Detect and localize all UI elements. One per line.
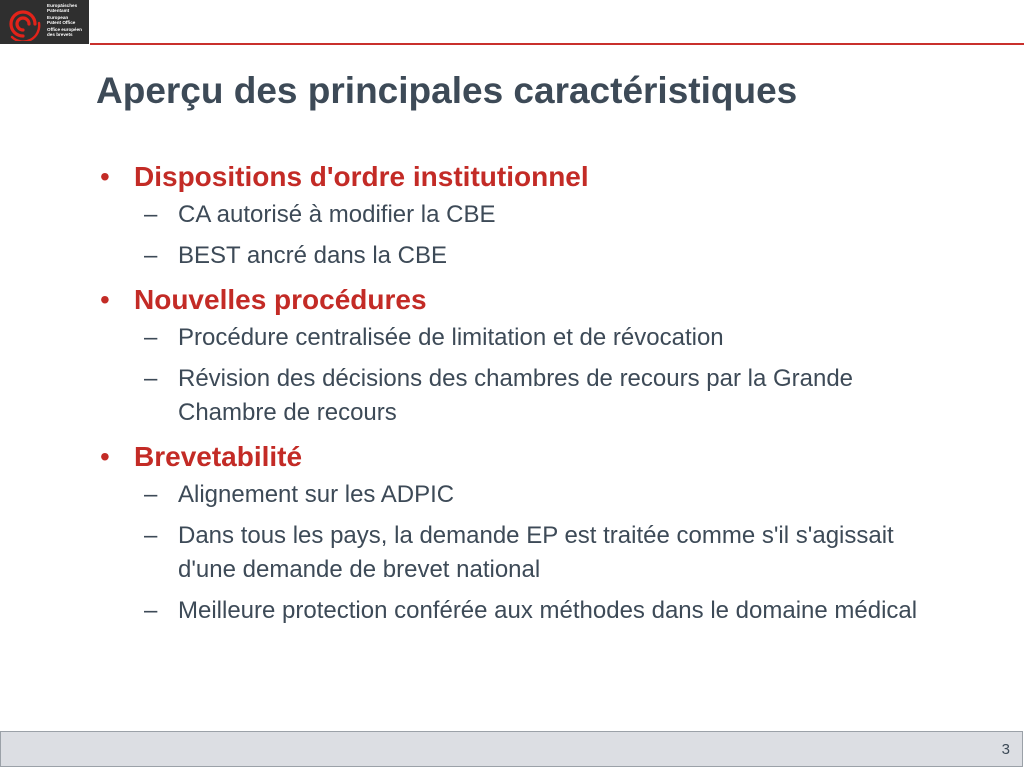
list-item-text: BEST ancré dans la CBE — [178, 242, 448, 269]
dash-icon: – — [144, 201, 158, 228]
list-item-text: Procédure centralisée de limitation et de révocation — [178, 324, 724, 351]
page-number: 3 — [1001, 741, 1010, 758]
section-heading — [96, 436, 956, 478]
dash-icon: – — [144, 365, 158, 392]
slide-content — [96, 156, 956, 628]
section-heading — [96, 156, 956, 198]
list-item-text: CA autorisé à modifier la CBE — [178, 201, 496, 228]
section-heading-text: Brevetabilité — [134, 441, 303, 472]
list-item-text: Dans tous les pays, la demande EP est traitée comme s'il s'agissait d'une demande de brevet national — [178, 522, 894, 583]
list-item — [96, 321, 956, 355]
list-item — [96, 594, 956, 628]
list-item — [96, 362, 956, 430]
epo-logo-text: Europäisches Patentamt European Patent Office Office européen des brevets — [47, 3, 82, 38]
dash-icon: – — [144, 242, 158, 269]
section-heading-text: Dispositions d'ordre institutionnel — [134, 161, 589, 192]
bullet-icon: • — [100, 284, 110, 315]
dash-icon: – — [144, 597, 158, 624]
list-item — [96, 519, 956, 587]
dash-icon: – — [144, 324, 158, 351]
list-item-text: Révision des décisions des chambres de recours par la Grande Chambre de recours — [178, 365, 854, 426]
dash-icon: – — [144, 481, 158, 508]
bullet-icon: • — [100, 441, 110, 472]
list-item — [96, 478, 956, 512]
list-item-text: Alignement sur les ADPIC — [178, 481, 455, 508]
list-item — [96, 198, 956, 232]
list-item-text: Meilleure protection conférée aux méthodes dans le domaine médical — [178, 597, 918, 624]
footer-bar — [0, 731, 1023, 767]
header-divider — [90, 43, 1024, 45]
dash-icon: – — [144, 522, 158, 549]
epo-swirl-icon — [4, 5, 42, 41]
list-item — [96, 239, 956, 273]
epo-logo — [0, 0, 89, 44]
bullet-icon: • — [100, 161, 110, 192]
slide-title: Aperçu des principales caractéristiques — [96, 70, 798, 111]
section-heading-text: Nouvelles procédures — [134, 284, 427, 315]
section-heading — [96, 279, 956, 321]
